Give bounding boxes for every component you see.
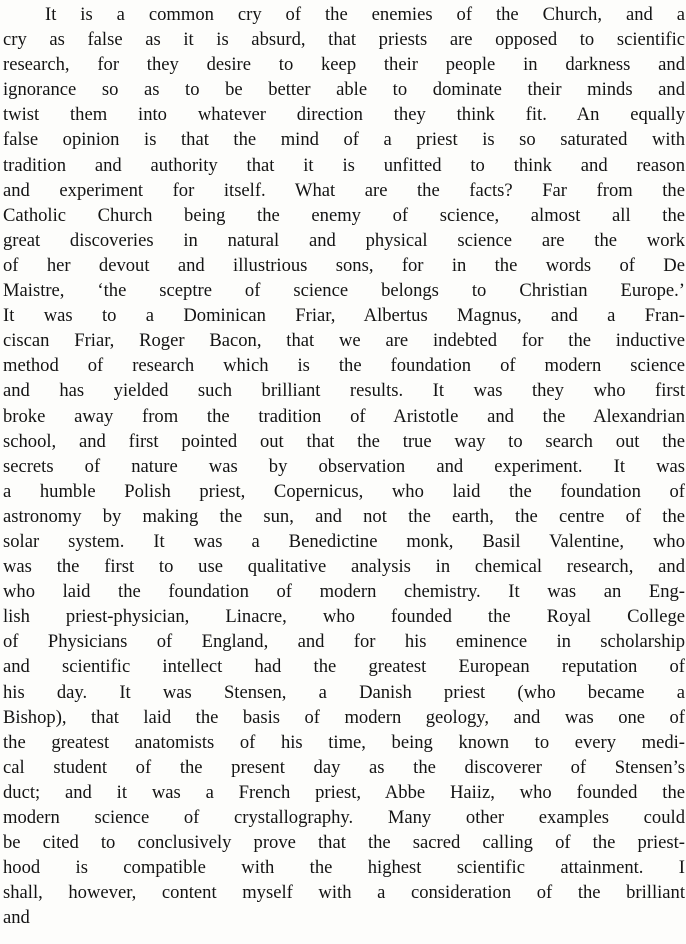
text-line: his day. It was Stensen, a Danish priest (who became a [3, 681, 685, 703]
text-line: ignorance so as to be better able to dominate their minds and [3, 79, 685, 101]
text-line: method of research which is the foundation of modern science [3, 355, 685, 377]
text-line: twist them into whatever direction they think fit. An equally [3, 104, 685, 126]
text-line: tradition and authority that it is unfitted to think and reason [3, 154, 685, 176]
text-line: cry as false as it is absurd, that priests are opposed to scientific [3, 29, 685, 51]
text-line: a humble Polish priest, Copernicus, who laid the foundation of [3, 480, 685, 502]
text-line: solar system. It was a Benedictine monk, Basil Valentine, who [3, 530, 685, 552]
text-line: be cited to conclusively prove that the sacred calling of the priest- [3, 832, 685, 854]
text-line: false opinion is that the mind of a priest is so saturated with [3, 129, 685, 151]
text-line: the greatest anatomists of his time, being known to every medi- [3, 731, 685, 753]
text-line: and experiment for itself. What are the facts? Far from the [3, 179, 685, 201]
text-line: Catholic Church being the enemy of science, almost all the [3, 204, 685, 226]
text-line: great discoveries in natural and physical science are the work [3, 229, 685, 251]
text-line: Bishop), that laid the basis of modern geology, and was one of [3, 706, 685, 728]
text-line: research, for they desire to keep their people in darkness and [3, 54, 685, 76]
text-line: ciscan Friar, Roger Bacon, that we are indebted for the inductive [3, 330, 685, 352]
body-paragraph [3, 2, 685, 930]
text-line: who laid the foundation of modern chemistry. It was an Eng- [3, 581, 685, 603]
text-line: cal student of the present day as the discoverer of Stensen’s [3, 756, 685, 778]
text-line: school, and first pointed out that the true way to search out the [3, 430, 685, 452]
text-line: Maistre, ‘the sceptre of science belongs to Christian Europe.’ [3, 280, 685, 302]
text-line: of her devout and illustrious sons, for in the words of De [3, 254, 685, 276]
text-line: shall, however, content myself with a consideration of the brilliant [3, 882, 685, 904]
text-line: and has yielded such brilliant results. It was they who first [3, 380, 685, 402]
text-line: of Physicians of England, and for his eminence in scholarship [3, 631, 685, 653]
text-line: It is a common cry of the enemies of the Church, and a [45, 4, 685, 25]
text-line: modern science of crystallography. Many other examples could [3, 807, 685, 828]
text-line: broke away from the tradition of Aristotle and the Alexandrian [3, 405, 685, 427]
text-line: It was to a Dominican Friar, Albertus Magnus, and a Fran- [3, 305, 685, 327]
text-line: lish priest-physician, Linacre, who founded the Royal College [3, 606, 685, 628]
text-line: and [3, 907, 30, 929]
text-line: and scientific intellect had the greatest European reputation of [3, 656, 685, 678]
text-line: hood is compatible with the highest scientific attainment. I [3, 857, 685, 879]
text-line: secrets of nature was by observation and experiment. It was [3, 455, 685, 477]
text-line: duct; and it was a French priest, Abbe Haiiz, who founded the [3, 781, 685, 803]
text-line: astronomy by making the sun, and not the earth, the centre of the [3, 505, 685, 527]
text-line: was the first to use qualitative analysis in chemical research, and [3, 556, 685, 578]
